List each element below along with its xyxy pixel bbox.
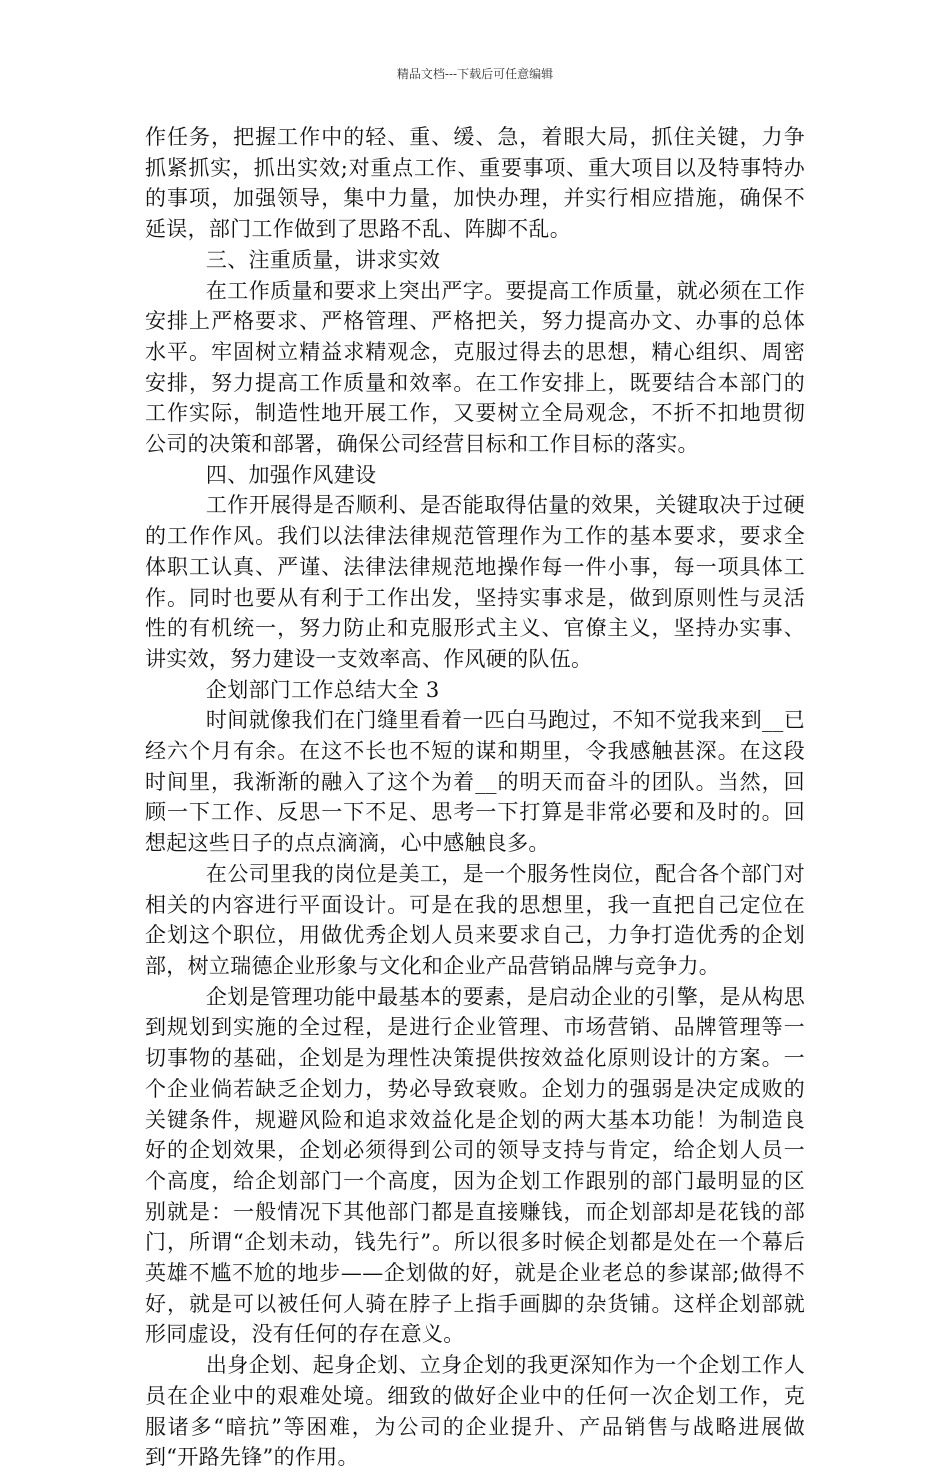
paragraph: 时间就像我们在门缝里看着一匹白马跑过，不知不觉我来到__已经六个月有余。在这不长也不短的谋和期里，令我感触甚深。在这段时间里，我渐渐的融入了这个为着__的明天而奋斗的团队。当然，回顾一下工作、反思一下不足、思考一下打算是非常必要和及时的。回想起这些日子的点点滴滴，心中感触良多。 [145, 708, 805, 856]
page-header: 精品文档---下载后可任意编辑 [396, 67, 554, 81]
paragraph: 工作开展得是否顺利、是否能取得估量的效果，关键取决于过硬的工作作风。我们以法律法律规范管理作为工作的基本要求，要求全体职工认真、严谨、法律法律规范地操作每一件小事，每一项具体工作。同时也要从有利于工作出发，坚持实事求是，做到原则性与灵活性的有机统一，努力防止和克服形式主义、官僚主义，坚持办实事、讲实效，努力建设一支效率高、作风硬的队伍。 [145, 493, 805, 671]
section-heading-3: 三、注重质量，讲求实效 [205, 247, 441, 272]
document-body [145, 122, 805, 1473]
article-title: 企划部门工作总结大全 3 [205, 677, 440, 702]
paragraph: 企划是管理功能中最基本的要素，是启动企业的引擎，是从构思到规划到实施的全过程，是进行企业管理、市场营销、品牌管理等一切事物的基础，企划是为理性决策提供按效益化原则设计的方案。一个企业倘若缺乏企划力，势必导致衰败。企划力的强弱是决定成败的关键条件，规避风险和追求效益化是企划的两大基本功能！为制造良好的企划效果，企划必须得到公司的领导支持与肯定，给企划人员一个高度，给企划部门一个高度，因为企划工作跟别的部门最明显的区别就是：一般情况下其他部门都是直接赚钱，而企划部却是花钱的部门，所谓“企划未动，钱先行”。所以很多时候企划都是处在一个幕后英雄不尴不尬的地步——企划做的好，就是企业老总的参谋部;做得不好，就是可以被任何人骑在脖子上指手画脚的杂货铺。这样企划部就形同虚设，没有任何的存在意义。 [145, 984, 805, 1347]
paragraph-continuation: 作任务，把握工作中的轻、重、缓、急，着眼大局，抓住关键，力争抓紧抓实，抓出实效;对重点工作、重要事项、重大项目以及特事特办的事项，加强领导，集中力量，加快办理，并实行相应措施，确保不延误，部门工作做到了思路不乱、阵脚不乱。 [145, 125, 805, 242]
section-heading-4: 四、加强作风建设 [205, 462, 377, 487]
paragraph: 出身企划、起身企划、立身企划的我更深知作为一个企划工作人员在企业中的艰难处境。细致的做好企业中的任何一次企划工作，克服诸多“暗抗”等困难，为公司的企业提升、产品销售与战略进展做到“开路先锋”的作用。 [145, 1353, 805, 1470]
paragraph: 在工作质量和要求上突出严字。要提高工作质量，就必须在工作安排上严格要求、严格管理、严格把关，努力提高办文、办事的总体水平。牢固树立精益求精观念，克服过得去的思想，精心组织、周密安排，努力提高工作质量和效率。在工作安排上，既要结合本部门的工作实际，制造性地开展工作，又要树立全局观念，不折不扣地贯彻公司的决策和部署，确保公司经营目标和工作目标的落实。 [145, 278, 805, 457]
paragraph: 在公司里我的岗位是美工，是一个服务性岗位，配合各个部门对相关的内容进行平面设计。可是在我的思想里，我一直把自己定位在企划这个职位，用做优秀企划人员来要求自己，力争打造优秀的企划部，树立瑞德企业形象与文化和企业产品营销品牌与竞争力。 [145, 861, 805, 978]
